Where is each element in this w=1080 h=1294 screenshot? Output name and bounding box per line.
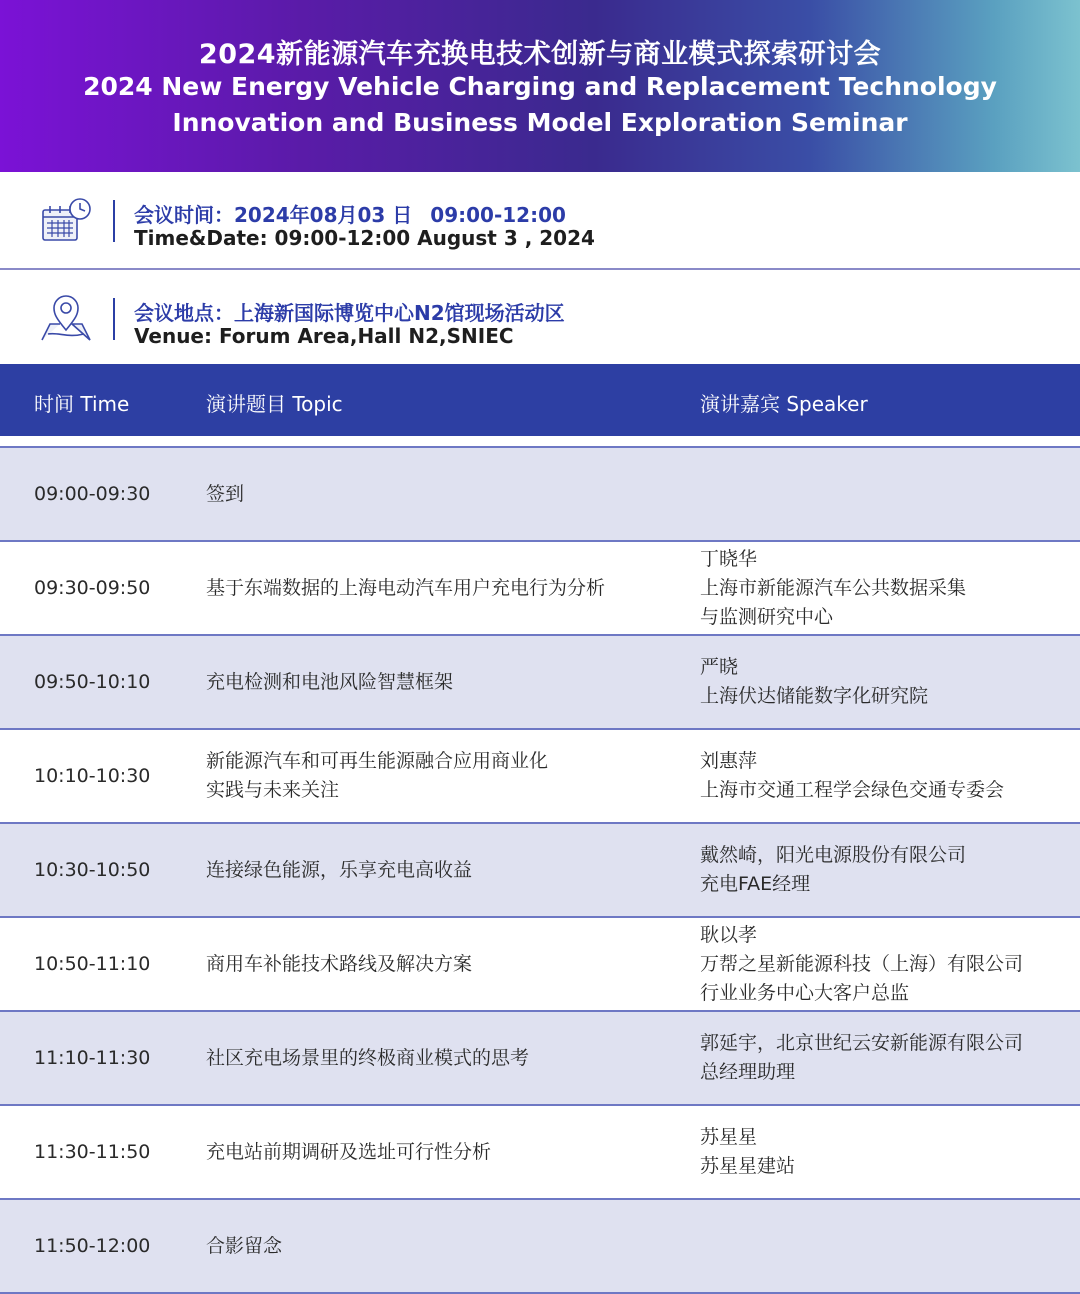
calendar-clock-icon bbox=[38, 196, 94, 246]
meeting-time-section bbox=[0, 172, 1080, 270]
row-speaker bbox=[700, 730, 1070, 822]
table-row bbox=[0, 542, 1080, 636]
table-row bbox=[0, 1106, 1080, 1200]
row-speaker-line: 上海市新能源汽车公共数据采集 bbox=[700, 576, 967, 599]
row-time bbox=[34, 1106, 150, 1198]
row-time-text: 11:30-11:50 bbox=[34, 1140, 151, 1163]
row-speaker bbox=[700, 636, 1070, 728]
row-topic bbox=[206, 730, 676, 822]
title-en-line-1: 2024 New Energy Vehicle Charging and Replacement Technology bbox=[83, 72, 997, 101]
row-topic-line: 新能源汽车和可再生能源融合应用商业化 bbox=[206, 750, 549, 772]
divider-bar bbox=[113, 200, 115, 242]
row-speaker bbox=[700, 1106, 1070, 1198]
row-topic-line: 社区充电场景里的终极商业模式的思考 bbox=[206, 1046, 530, 1069]
table-row bbox=[0, 918, 1080, 1012]
row-time-text: 10:10-10:30 bbox=[34, 764, 151, 787]
header-speaker: 演讲嘉宾 Speaker bbox=[700, 392, 868, 416]
row-speaker-line: 丁晓华 bbox=[700, 547, 758, 570]
row-time bbox=[34, 730, 150, 822]
row-time-text: 10:30-10:50 bbox=[34, 858, 151, 881]
row-time-text: 11:10-11:30 bbox=[34, 1046, 151, 1069]
row-speaker-line: 上海伏达储能数字化研究院 bbox=[700, 685, 929, 707]
row-time bbox=[34, 1200, 150, 1292]
row-topic bbox=[206, 448, 676, 540]
row-topic bbox=[206, 542, 676, 634]
row-topic bbox=[206, 1012, 676, 1104]
divider-bar bbox=[113, 298, 115, 340]
row-speaker bbox=[700, 918, 1070, 1010]
row-time-text: 10:50-11:10 bbox=[34, 952, 151, 975]
venue-section bbox=[0, 270, 1080, 364]
row-speaker-line: 上海市交通工程学会绿色交通专委会 bbox=[700, 779, 1005, 801]
row-time bbox=[34, 448, 150, 540]
meeting-time-en: Time&Date: 09:00-12:00 August 3 , 2024 bbox=[134, 226, 595, 250]
row-topic-line: 签到 bbox=[206, 482, 245, 505]
header-topic: 演讲题目 Topic bbox=[206, 392, 343, 416]
row-topic bbox=[206, 824, 676, 916]
row-topic-line: 实践与未来关注 bbox=[206, 779, 340, 801]
table-row bbox=[0, 730, 1080, 824]
row-time bbox=[34, 824, 150, 916]
row-speaker bbox=[700, 1012, 1070, 1104]
row-topic-line: 基于东端数据的上海电动汽车用户充电行为分析 bbox=[206, 576, 606, 599]
table-row bbox=[0, 824, 1080, 918]
agenda-table-body bbox=[0, 448, 1080, 1294]
table-header bbox=[0, 364, 1080, 436]
row-time bbox=[34, 542, 150, 634]
row-time bbox=[34, 636, 150, 728]
row-speaker bbox=[700, 448, 1070, 540]
row-time-text: 09:00-09:30 bbox=[34, 482, 151, 505]
row-time-text: 09:50-10:10 bbox=[34, 670, 151, 693]
header-time: 时间 Time bbox=[34, 392, 130, 416]
row-topic-line: 充电站前期调研及选址可行性分析 bbox=[206, 1140, 492, 1163]
row-speaker-line: 行业业务中心大客户总监 bbox=[700, 981, 910, 1004]
row-speaker-line: 耿以孝 bbox=[700, 923, 758, 946]
row-topic bbox=[206, 1106, 676, 1198]
row-speaker bbox=[700, 1200, 1070, 1292]
row-time bbox=[34, 1012, 150, 1104]
row-speaker-line: 苏星星建站 bbox=[700, 1155, 796, 1177]
map-pin-icon bbox=[38, 294, 94, 344]
row-speaker bbox=[700, 824, 1070, 916]
row-speaker-line: 郭延宇，北京世纪云安新能源有限公司 bbox=[700, 1032, 1024, 1054]
meeting-time-zh: 会议时间：2024年08月03 日 09:00-12:00 bbox=[134, 203, 566, 227]
row-speaker-line: 戴然崎，阳光电源股份有限公司 bbox=[700, 844, 967, 866]
table-row bbox=[0, 1012, 1080, 1106]
venue-zh: 会议地点：上海新国际博览中心N2馆现场活动区 bbox=[134, 301, 565, 325]
row-speaker-line: 严晓 bbox=[700, 656, 739, 678]
row-topic-line: 连接绿色能源，乐享充电高收益 bbox=[206, 858, 473, 881]
row-time bbox=[34, 918, 150, 1010]
row-time-text: 11:50-12:00 bbox=[34, 1234, 151, 1257]
row-topic bbox=[206, 1200, 676, 1292]
table-row bbox=[0, 636, 1080, 730]
row-topic-line: 充电检测和电池风险智慧框架 bbox=[206, 670, 454, 693]
title-en-line-2: Innovation and Business Model Exploration Seminar bbox=[172, 108, 908, 137]
row-speaker-line: 总经理助理 bbox=[700, 1061, 796, 1083]
table-row bbox=[0, 448, 1080, 542]
title-banner bbox=[0, 0, 1080, 172]
row-speaker-line: 刘惠萍 bbox=[700, 750, 758, 772]
row-topic-line: 合影留念 bbox=[206, 1234, 283, 1257]
title-zh: 2024新能源汽车充换电技术创新与商业模式探索研讨会 bbox=[198, 39, 882, 70]
row-time-text: 09:30-09:50 bbox=[34, 576, 151, 599]
row-speaker-line: 苏星星 bbox=[700, 1126, 758, 1148]
venue-en: Venue: Forum Area,Hall N2,SNIEC bbox=[134, 324, 514, 348]
row-topic-line: 商用车补能技术路线及解决方案 bbox=[206, 952, 473, 975]
row-speaker-line: 充电FAE经理 bbox=[700, 873, 811, 895]
row-speaker-line: 万帮之星新能源科技（上海）有限公司 bbox=[700, 952, 1024, 975]
table-row bbox=[0, 1200, 1080, 1294]
row-speaker-line: 与监测研究中心 bbox=[700, 605, 834, 628]
row-topic bbox=[206, 636, 676, 728]
row-speaker bbox=[700, 542, 1070, 634]
row-topic bbox=[206, 918, 676, 1010]
